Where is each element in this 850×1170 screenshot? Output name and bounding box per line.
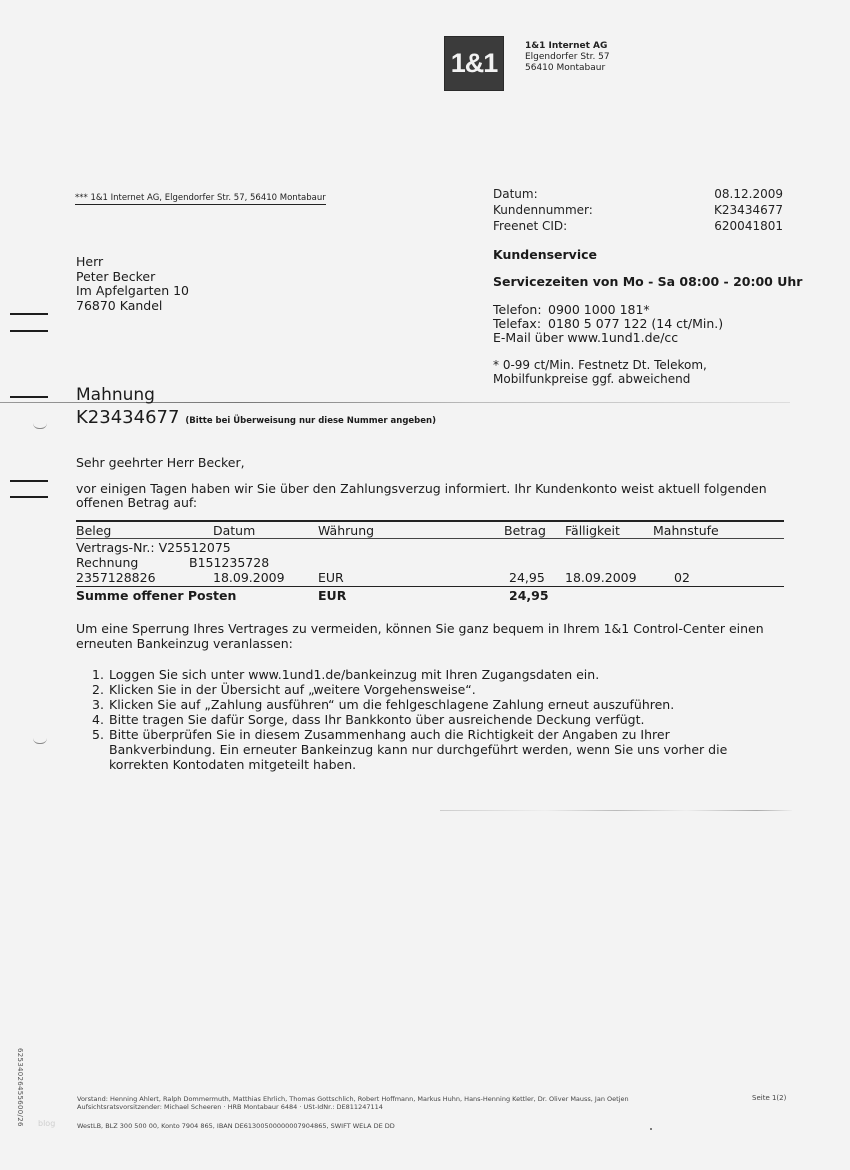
service-title: Kundenservice	[493, 247, 597, 262]
watermark: blog	[38, 1119, 56, 1128]
fold-mark	[10, 313, 48, 315]
meta-label: Freenet CID:	[493, 219, 568, 233]
invoice-row	[76, 554, 784, 569]
cell-beleg: 2357128826	[76, 570, 156, 585]
punch-hole-mark	[33, 423, 47, 429]
company-name: 1&1 Internet AG	[525, 41, 608, 51]
instruction-steps	[92, 667, 752, 772]
recipient-address	[76, 255, 189, 313]
total-label: Summe offener Posten	[76, 588, 237, 603]
step-text: Bitte überprüfen Sie in diesem Zusammenhang auch die Richtigkeit der Angaben zu Ihrer Bankverbindung. Ein erneuter Bankeinzug kann nur durchgeführt werden, wenn Sie uns vorher die korrekten Kontodaten mitgeteilt haben.	[109, 727, 728, 772]
step-item	[92, 682, 752, 697]
fold-mark	[10, 496, 48, 498]
greeting: Sehr geehrter Herr Becker,	[76, 455, 245, 470]
recipient-name: Peter Becker	[76, 268, 156, 284]
open-items-table	[76, 520, 784, 603]
fold-mark	[10, 396, 48, 398]
reference-number	[76, 407, 436, 428]
cell-faelligkeit: 18.09.2009	[565, 570, 637, 585]
company-logo	[444, 36, 504, 91]
price-note-line: * 0-99 ct/Min. Festnetz Dt. Telekom,	[493, 358, 707, 372]
email-line: E-Mail über www.1und1.de/cc	[493, 330, 679, 345]
recipient-street: Im Apfelgarten 10	[76, 283, 190, 298]
cell-waehrung: EUR	[318, 570, 344, 585]
meta-row-freenet-cid	[493, 218, 783, 234]
punch-hole-mark	[33, 738, 47, 744]
service-contact	[493, 303, 723, 345]
cell-mahnstufe: 02	[674, 570, 690, 585]
invoice-number: B151235728	[189, 555, 270, 570]
meta-row-date	[493, 186, 783, 202]
sender-return-line: *** 1&1 Internet AG, Elgendorfer Str. 57, 56410 Montabaur	[75, 193, 326, 203]
fax-line	[493, 317, 723, 331]
recipient-salutation: Herr	[76, 254, 104, 269]
step-item	[92, 667, 752, 682]
step-number: 1.	[92, 667, 104, 682]
step-text: Klicken Sie auf „Zahlung ausführen“ um die fehlgeschlagene Zahlung erneut auszuführen.	[109, 697, 675, 712]
table-header-row	[76, 522, 784, 538]
meta-value: 08.12.2009	[714, 187, 783, 201]
header-waehrung: Währung	[318, 523, 375, 538]
cell-datum: 18.09.2009	[213, 570, 285, 585]
company-city: 56410 Montabaur	[525, 63, 606, 73]
step-item	[92, 712, 752, 727]
footer-board: Vorstand: Henning Ahlert, Ralph Dommermuth, Matthias Ehrlich, Thomas Gottschlich, Robert Hoffmann, Markus Huhn, Hans-Henning Kettler, Dr. Oliver Mauss, Jan Oetjen	[77, 1095, 629, 1103]
step-number: 5.	[92, 727, 104, 742]
letter-title: Mahnung	[76, 385, 155, 405]
meta-label: Kundennummer:	[493, 203, 593, 217]
contract-row	[76, 539, 784, 554]
footer-bank: WestLB, BLZ 300 500 00, Konto 7904 865, IBAN DE61300500000007904865, SWIFT WELA DE DD	[77, 1122, 395, 1130]
step-number: 2.	[92, 682, 104, 697]
company-street: Elgendorfer Str. 57	[525, 52, 610, 62]
scan-artifact-line	[440, 810, 792, 811]
header-mahnstufe: Mahnstufe	[653, 523, 719, 538]
invoice-label: Rechnung	[76, 555, 139, 570]
price-note-line: Mobilfunkpreise ggf. abweichend	[493, 372, 691, 386]
recipient-city: 76870 Kandel	[76, 297, 163, 313]
contract-number: Vertrags-Nr.: V25512075	[76, 540, 231, 555]
meta-value: K23434677	[714, 203, 783, 217]
price-note	[493, 358, 707, 386]
service-hours: Servicezeiten von Mo - Sa 08:00 - 20:00 Uhr	[493, 274, 803, 289]
step-number: 3.	[92, 697, 104, 712]
scan-dot	[650, 1128, 652, 1130]
footer-supervisory: Aufsichtsratsvorsitzender: Michael Scheeren · HRB Montabaur 6484 · USt-IdNr.: DE811247114	[77, 1103, 383, 1111]
total-currency: EUR	[318, 588, 347, 603]
page-number: Seite 1(2)	[752, 1094, 787, 1102]
header-faelligkeit: Fälligkeit	[565, 523, 620, 538]
reference-hint: (Bitte bei Überweisung nur diese Nummer angeben)	[185, 416, 436, 426]
footer-legal	[77, 1095, 629, 1111]
header-datum: Datum	[213, 523, 256, 538]
fax-label: Telefax:	[493, 316, 542, 331]
intro-text: vor einigen Tagen haben wir Sie über den Zahlungsverzug informiert. Ihr Kundenkonto weist aktuell folgenden offenen Betrag auf:	[76, 481, 767, 510]
header-betrag: Betrag	[504, 523, 546, 538]
phone-label: Telefon:	[493, 302, 542, 317]
fold-mark	[10, 330, 48, 332]
step-item	[92, 727, 752, 772]
step-item	[92, 697, 752, 712]
reference-value: K23434677	[76, 407, 180, 428]
fold-mark	[10, 480, 48, 482]
meta-label: Datum:	[493, 187, 538, 201]
company-address	[525, 41, 610, 74]
table-total-row	[76, 587, 784, 603]
header-beleg: Beleg	[76, 523, 112, 538]
logo-text: 1&1	[450, 48, 498, 78]
step-text: Bitte tragen Sie dafür Sorge, dass Ihr Bankkonto über ausreichende Deckung verfügt.	[109, 712, 645, 727]
step-text: Loggen Sie sich unter www.1und1.de/bankeinzug mit Ihren Zugangsdaten ein.	[109, 667, 600, 682]
meta-value: 620041801	[714, 219, 783, 233]
table-row	[76, 569, 784, 586]
total-amount: 24,95	[509, 588, 549, 603]
letter-meta	[493, 186, 783, 234]
cell-betrag: 24,95	[509, 570, 545, 585]
fax-value: 0180 5 077 122 (14 ct/Min.)	[548, 316, 724, 331]
phone-value: 0900 1000 181*	[548, 302, 650, 317]
meta-row-customer-number	[493, 202, 783, 218]
phone-line	[493, 303, 723, 317]
side-document-code: 62534026455600/26	[16, 1048, 24, 1127]
step-text: Klicken Sie in der Übersicht auf „weitere Vorgehensweise“.	[109, 682, 476, 697]
step-number: 4.	[92, 712, 104, 727]
instruction-paragraph: Um eine Sperrung Ihres Vertrages zu vermeiden, können Sie ganz bequem in Ihrem 1&1 Control-Center einen erneuten Bankeinzug veranlassen:	[76, 621, 764, 651]
